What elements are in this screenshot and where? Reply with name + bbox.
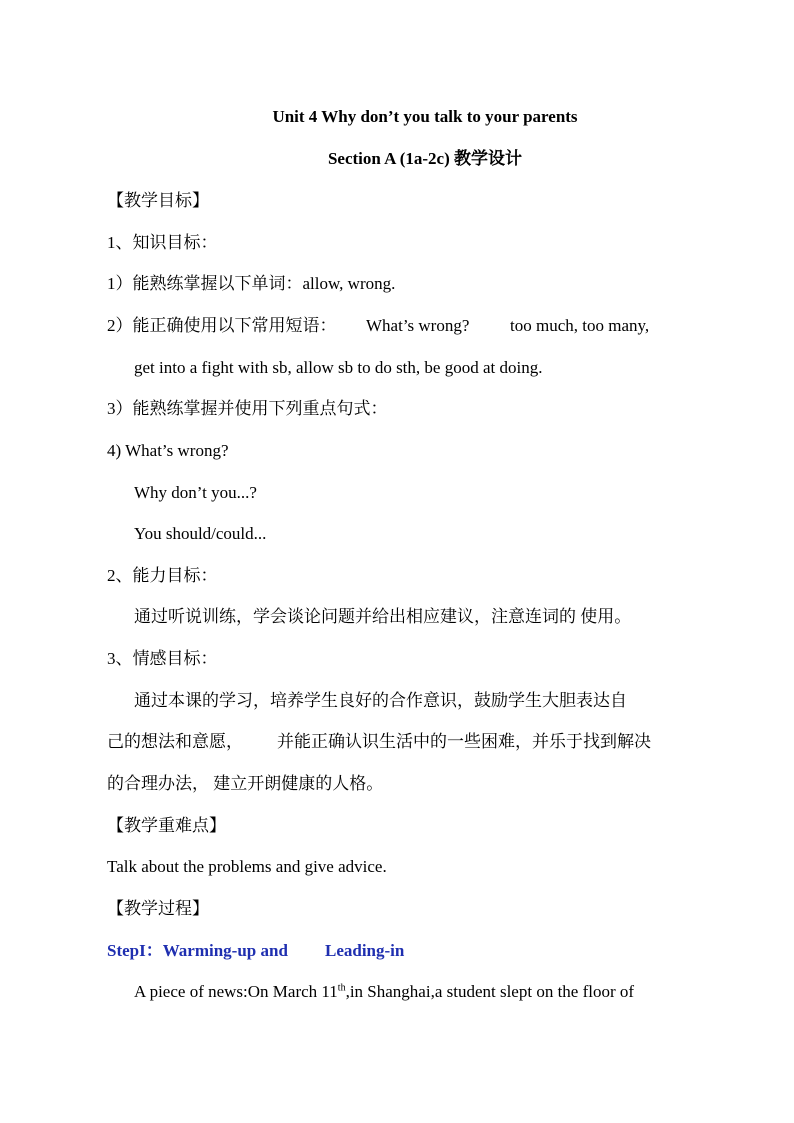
document-title: Unit 4 Why don’t you talk to your parents — [272, 107, 578, 126]
knowledge-heading: 1、知识目标： — [107, 233, 218, 252]
emotion-text-line-3: 的合理办法， 建立开朗健康的人格。 — [107, 774, 384, 793]
ability-text: 通过听说训练，学会谈论问题并给出相应建议，注意连词的 使用。 — [134, 607, 632, 626]
ability-heading: 2、能力目标： — [107, 566, 218, 585]
emotion-heading: 3、情感目标： — [107, 649, 218, 668]
news-text-start: A piece of news:On March 11 — [134, 982, 338, 1001]
keypoints-heading: 【教学重难点】 — [107, 816, 226, 835]
step-1-heading: StepI：Warming-up and — [107, 941, 288, 960]
knowledge-item-4: 4) What’s wrong? — [107, 441, 229, 460]
news-superscript: th — [337, 982, 346, 994]
knowledge-item-1: 1）能熟练掌握以下单词：allow, wrong. — [107, 274, 396, 293]
objectives-heading: 【教学目标】 — [107, 191, 209, 210]
news-paragraph — [134, 980, 634, 1004]
emotion-text-line-2a: 己的想法和意愿， — [107, 732, 243, 751]
knowledge-item-2-phrase-2: too much, too many, — [510, 316, 650, 335]
knowledge-item-4-sentence-2: You should/could... — [134, 524, 267, 543]
knowledge-item-2-label: 2）能正确使用以下常用短语： — [107, 316, 337, 335]
emotion-text-line-1: 通过本课的学习，培养学生良好的合作意识，鼓励学生大胆表达自 — [134, 691, 627, 710]
knowledge-item-2-continuation: get into a fight with sb, allow sb to do sth, be good at doing. — [134, 358, 543, 377]
step-1-heading-part-2: Leading-in — [325, 941, 405, 960]
emotion-text-line-2b: 并能正确认识生活中的一些困难，并乐于找到解决 — [277, 732, 651, 751]
news-text-end: ,in Shanghai,a student slept on the floor of — [345, 982, 635, 1001]
knowledge-item-2-phrase-1: What’s wrong? — [366, 316, 470, 335]
keypoints-text: Talk about the problems and give advice. — [107, 857, 387, 876]
knowledge-item-4-sentence-1: Why don’t you...? — [134, 483, 257, 502]
document-subtitle: Section A (1a-2c) 教学设计 — [327, 149, 523, 168]
process-heading: 【教学过程】 — [107, 899, 209, 918]
knowledge-item-3: 3）能熟练掌握并使用下列重点句式： — [107, 399, 388, 418]
